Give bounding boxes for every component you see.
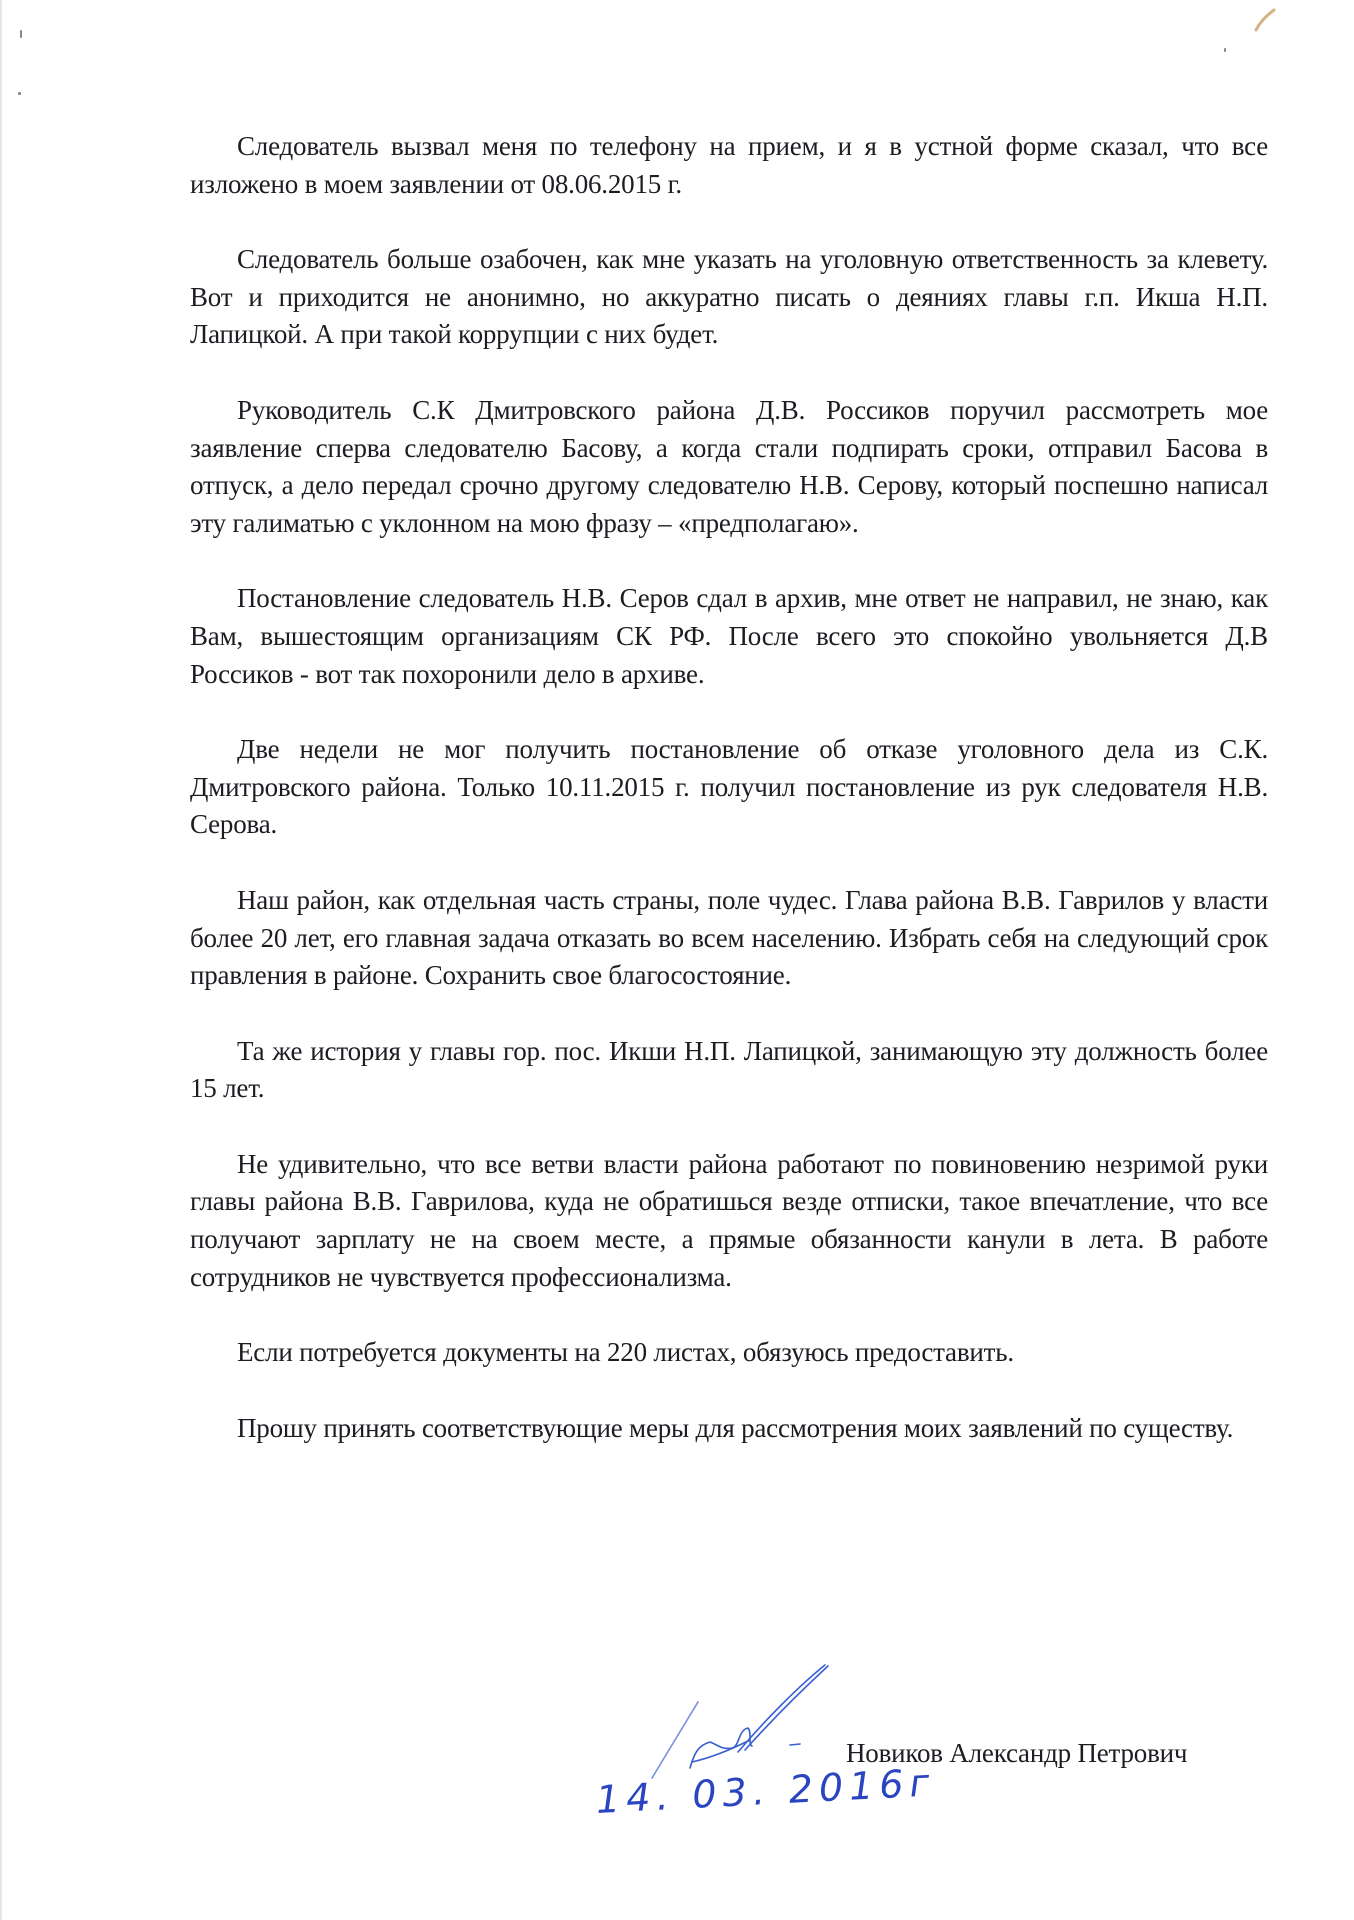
paragraph: Если потребуется документы на 220 листах, обязуюсь предоставить.	[237, 1337, 1014, 1368]
signatory-name: Новиков Александр Петрович	[846, 1738, 1188, 1768]
letter-body	[190, 128, 1268, 1485]
page-edge	[0, 0, 2, 1920]
scan-speck	[1224, 48, 1226, 52]
paragraph: Не удивительно, что все ветви власти района работают по повиновению незримой руки главы района В.В. Гаврилова, куда не обратишься везде отписки, такое впечатление, что все получают зарплату не на своем месте, а прямые обязанности канули в лета. В работе сотрудников не чувствуется профессионализма.	[190, 1148, 1268, 1292]
scan-speck	[18, 92, 21, 95]
paragraph: Следователь больше озабочен, как мне указать на уголовную ответственность за клевету. Вот и приходится не анонимно, но аккуратно писать о деяниях главы г.п. Икша Н.П. Лапицкой. А при такой коррупции с них будет.	[190, 244, 1268, 350]
paragraph: Две недели не мог получить постановление об отказе уголовного дела из С.К. Дмитровского района. Только 10.11.2015 г. получил постановление из рук следователя Н.В. Серова.	[190, 734, 1268, 840]
corner-pencil-mark	[1250, 6, 1280, 32]
paragraph: Наш район, как отдельная часть страны, поле чудес. Глава района В.В. Гаврилов у власти более 20 лет, его главная задача отказать во всем населению. Избрать себя на следующий срок правления в районе. Сохранить свое благосостояние.	[190, 884, 1268, 991]
paragraph: Постановление следователь Н.В. Серов сдал в архив, мне ответ не направил, не знаю, как Вам, вышестоящим организациям СК РФ. После всего это спокойно увольняется Д.В Россиков - вот так похоронили дело в архиве.	[190, 583, 1268, 689]
handwritten-date: 14. 03. 2016г	[594, 1760, 937, 1822]
paragraph: Следователь вызвал меня по телефону на прием, и я в устной форме сказал, что все изложено в моем заявлении от 08.06.2015 г.	[190, 131, 1268, 199]
paragraph: Та же история у главы гор. пос. Икши Н.П. Лапицкой, занимающую эту должность более 15 лет.	[190, 1035, 1268, 1104]
scan-speck	[20, 30, 22, 38]
paragraph: Руководитель С.К Дмитровского района Д.В. Россиков поручил рассмотреть мое заявление сперва следователю Басову, а когда стали подпирать сроки, отправил Басова в отпуск, а дело передал срочно другому следователю Н.В. Серову, который поспешно написал эту галиматью с уклонном на мою фразу – «предполагаю».	[190, 394, 1268, 538]
paragraph: Прошу принять соответствующие меры для рассмотрения моих заявлений по существу.	[237, 1412, 1234, 1443]
